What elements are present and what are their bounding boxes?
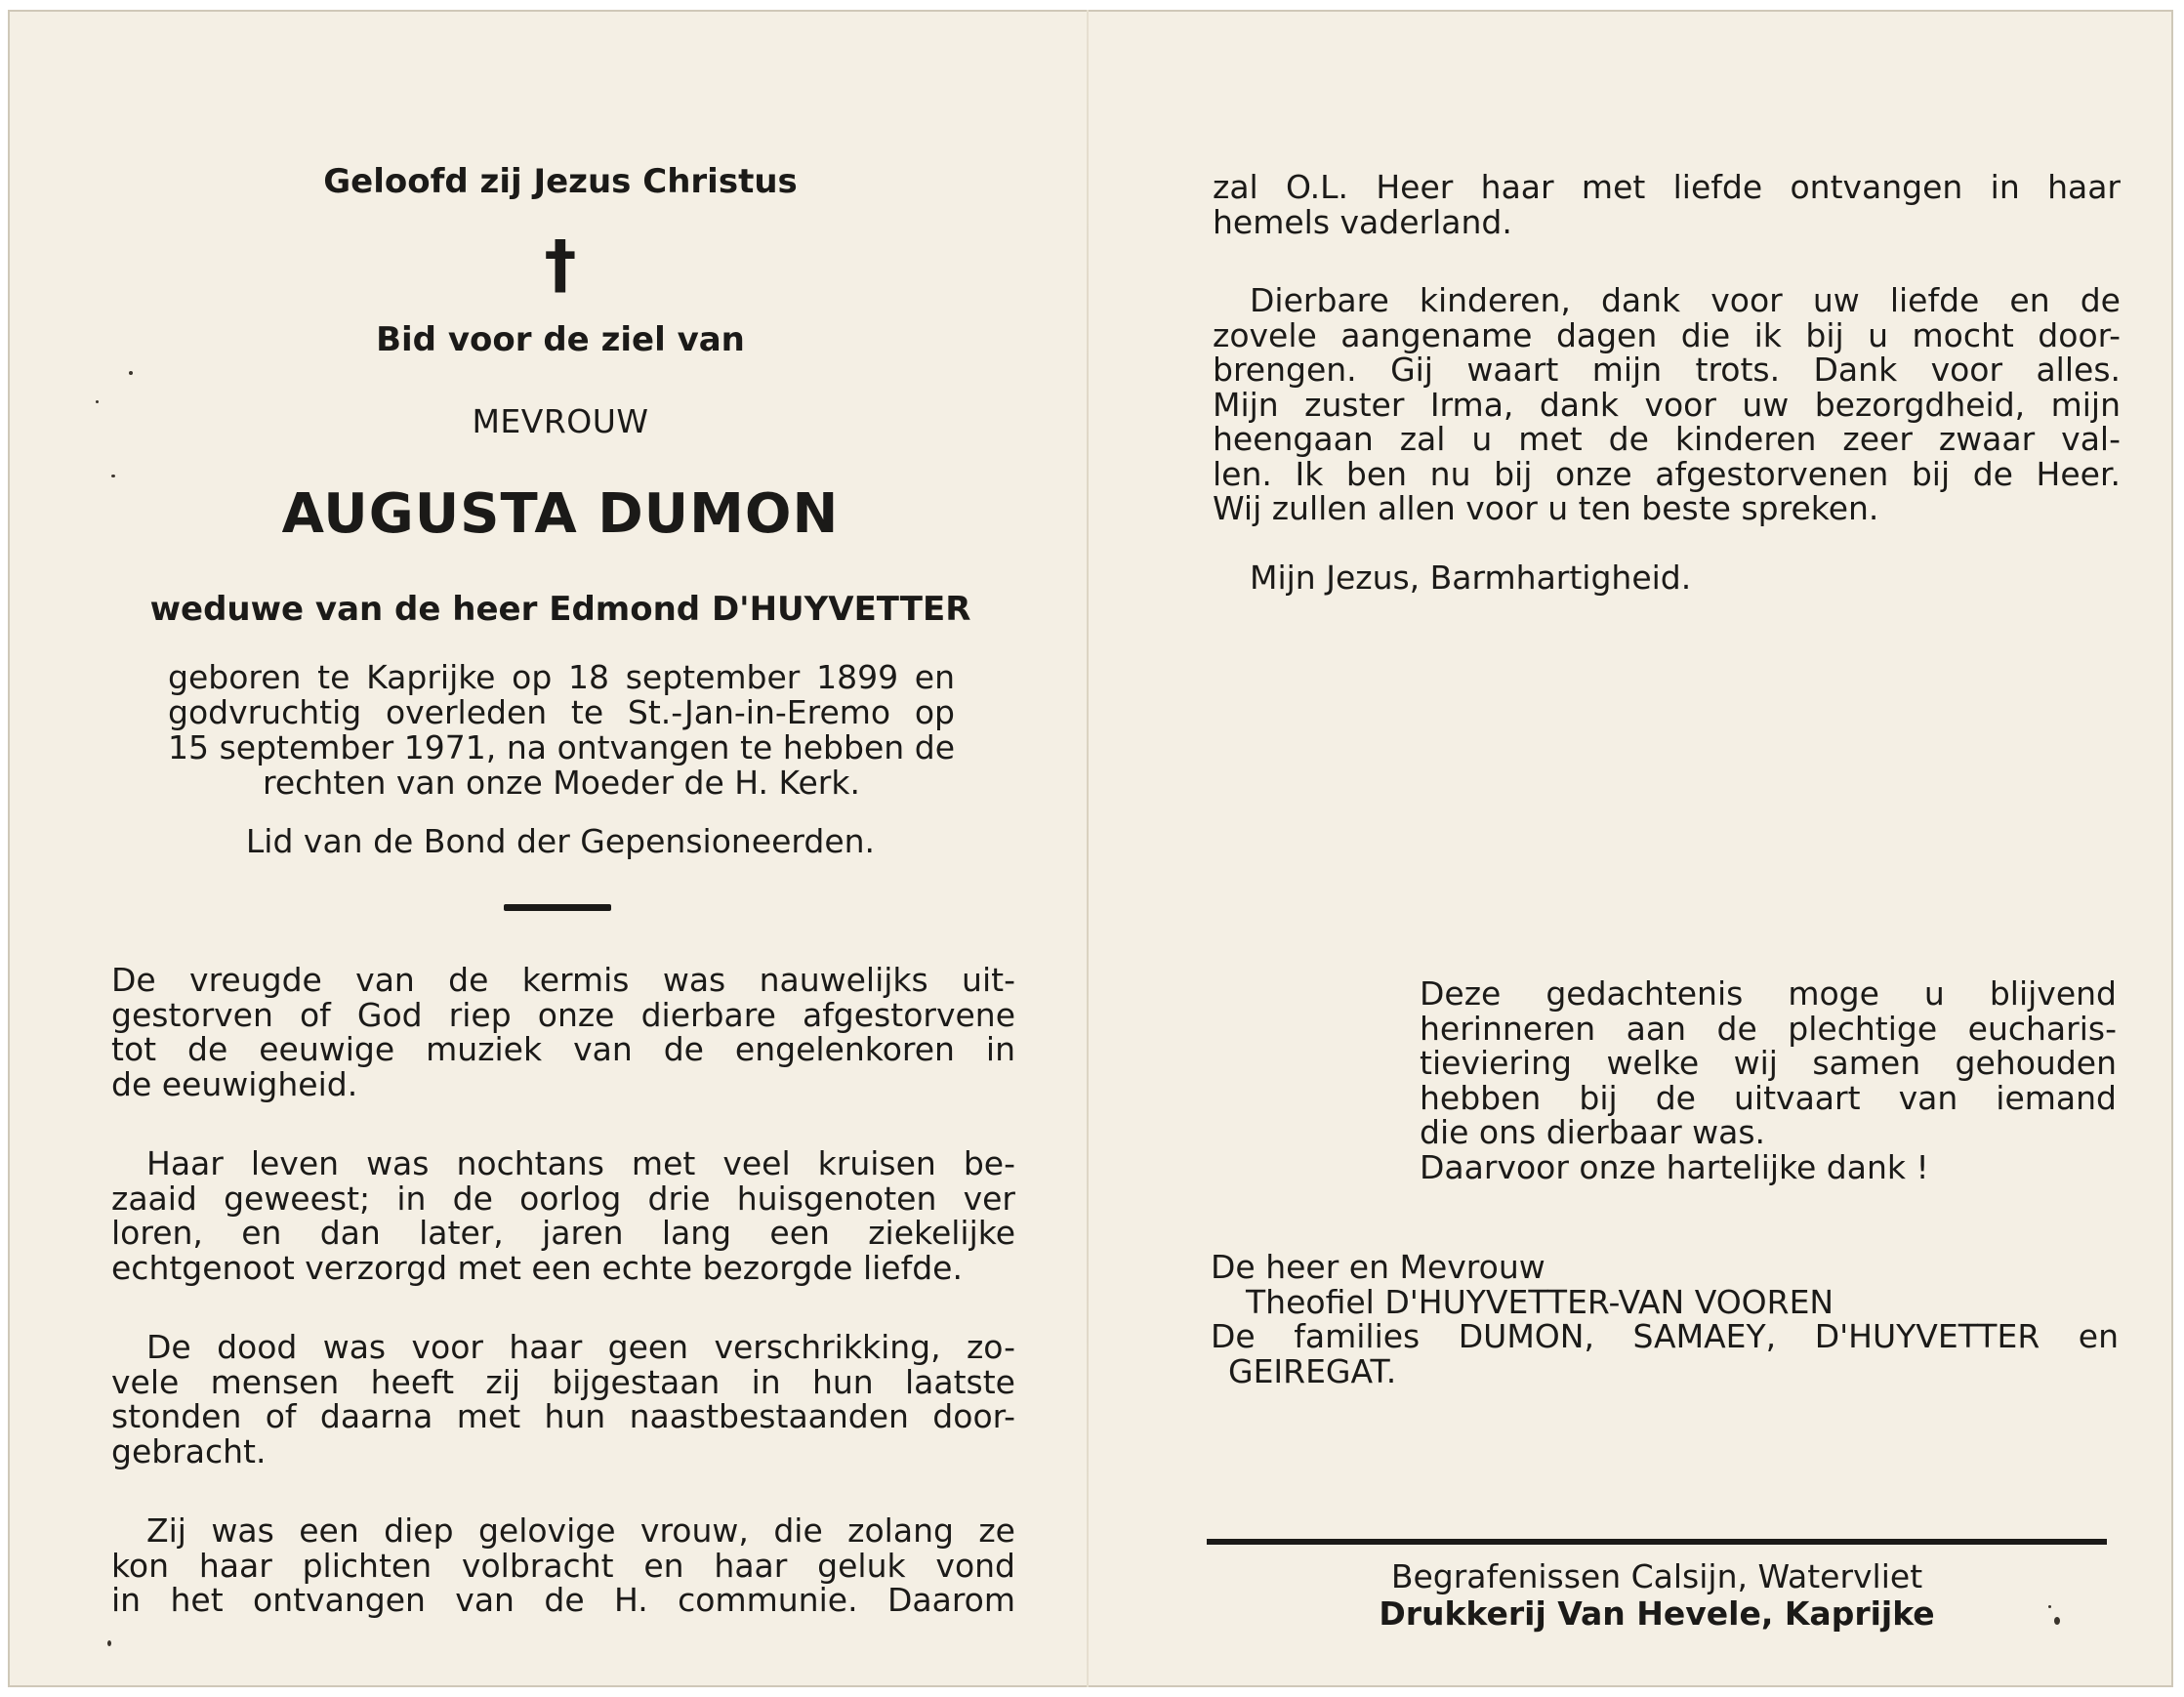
paragraph <box>111 963 1015 1101</box>
paper-speck <box>107 1640 111 1646</box>
paper-speck <box>96 400 99 403</box>
birth-death-text <box>168 660 955 801</box>
text-line: len. Ik ben nu bij onze afgestorvenen bij de Heer. <box>1213 454 2121 493</box>
text-line: vele mensen heeft zij bijgestaan in hun laatste <box>111 1362 1015 1401</box>
paper-speck <box>2054 1617 2060 1625</box>
printer: Drukkerij Van Hevele, Kaprijke <box>1379 1594 1935 1633</box>
deceased-name: AUGUSTA DUMON <box>281 482 840 546</box>
text-line: Zij was een diep gelovige vrouw, die zolang ze <box>146 1511 1015 1550</box>
born-line: rechten van onze Moeder de H. Kerk. <box>263 764 860 802</box>
family-line: De heer en Mevrouw <box>1211 1248 1545 1286</box>
text-line: tot de eeuwige muziek van de engelenkoren in <box>111 1030 1015 1068</box>
paper-speck <box>2048 1605 2051 1608</box>
paragraph <box>111 1513 1015 1618</box>
paragraph <box>111 1146 1015 1285</box>
membership: Lid van de Bond der Gepensioneerden. <box>245 822 876 860</box>
undertaker: Begrafenissen Calsijn, Watervliet <box>1390 1557 1923 1595</box>
text-line: tieviering welke wij samen gehouden <box>1420 1044 2117 1082</box>
family-line: Theofiel D'HUYVETTER-VAN VOOREN <box>1246 1282 1834 1321</box>
text-line: hebben bij de uitvaart van iemand <box>1420 1078 2117 1117</box>
cross-icon: † <box>544 227 577 302</box>
born-line: 15 september 1971, na ontvangen te hebben de <box>168 728 955 766</box>
text-line: Wij zullen allen voor u ten beste spreken. <box>1213 489 1879 527</box>
text-line: De vreugde van de kermis was nauwelijks uit- <box>111 961 1015 999</box>
text-line: brengen. Gij waart mijn trots. Dank voor alles. <box>1213 351 2121 389</box>
text-line: die ons dierbaar was. <box>1420 1113 1766 1151</box>
text-line: De dood was voor haar geen verschrikking, zo- <box>146 1328 1015 1366</box>
born-line: geboren te Kaprijke op 18 september 1899 en <box>168 658 955 696</box>
thanks-line: Daarvoor onze hartelijke dank ! <box>1420 1147 1929 1186</box>
family-line: De families DUMON, SAMAEY, D'HUYVETTER en <box>1211 1317 2119 1355</box>
remembrance-text <box>1420 976 2117 1184</box>
text-line: loren, en dan later, jaren lang een ziekelijke <box>111 1214 1015 1252</box>
text-line: Dierbare kinderen, dank voor uw liefde en de <box>1250 281 2121 319</box>
divider <box>504 904 611 911</box>
footer-rule <box>1207 1539 2107 1545</box>
text-line: herinneren aan de plechtige eucharis- <box>1420 1009 2117 1048</box>
text-line: Mijn zuster Irma, dank voor uw bezorgdheid, mijn <box>1213 385 2121 424</box>
paragraph <box>111 1330 1015 1469</box>
text-line: kon haar plichten volbracht en haar geluk vond <box>111 1546 1015 1585</box>
text-line: gebracht. <box>111 1431 267 1470</box>
text-line: gestorven of God riep onze dierbare afgestorvene <box>111 995 1015 1034</box>
printer-credits <box>1207 1558 2107 1633</box>
text-line: hemels vaderland. <box>1213 202 1512 241</box>
text-line: zaaid geweest; in de oorlog drie huisgenoten ver <box>111 1179 1015 1218</box>
text-line: in het ontvangen van de H. communie. Daarom <box>111 1581 1015 1619</box>
paper-speck <box>129 371 133 375</box>
text-line: zovele aangename dagen die ik bij u mocht door- <box>1213 315 2121 354</box>
ejaculation: Mijn Jezus, Barmhartigheid. <box>1250 559 1692 597</box>
farewell-text <box>1213 283 2121 526</box>
text-line: zal O.L. Heer haar met liefde ontvangen in haar <box>1213 168 2121 206</box>
text-line: Haar leven was nochtans met veel kruisen be- <box>146 1144 1015 1182</box>
text-line: echtgenoot verzorgd met een echte bezorgde liefde. <box>111 1248 963 1287</box>
honorific: MEVROUW <box>472 402 649 440</box>
invocation: Geloofd zij Jezus Christus <box>323 162 798 201</box>
prayer-heading: Bid voor de ziel van <box>376 320 745 359</box>
family-line: GEIREGAT. <box>1228 1351 1397 1390</box>
continuation-text <box>1213 170 2121 239</box>
born-line: godvruchtig overleden te St.-Jan-in-Eremo op <box>168 693 955 731</box>
text-line: de eeuwigheid. <box>111 1064 358 1103</box>
text-line: heengaan zal u met de kinderen zeer zwaar val- <box>1213 420 2121 458</box>
text-line: Deze gedachtenis moge u blijvend <box>1420 974 2117 1013</box>
family-block <box>1211 1250 2119 1388</box>
paper-speck <box>111 475 115 477</box>
card-fold <box>1087 10 1089 1687</box>
widow-of: weduwe van de heer Edmond D'HUYVETTER <box>149 590 971 629</box>
text-line: stonden of daarna met hun naastbestaanden door- <box>111 1397 1015 1435</box>
